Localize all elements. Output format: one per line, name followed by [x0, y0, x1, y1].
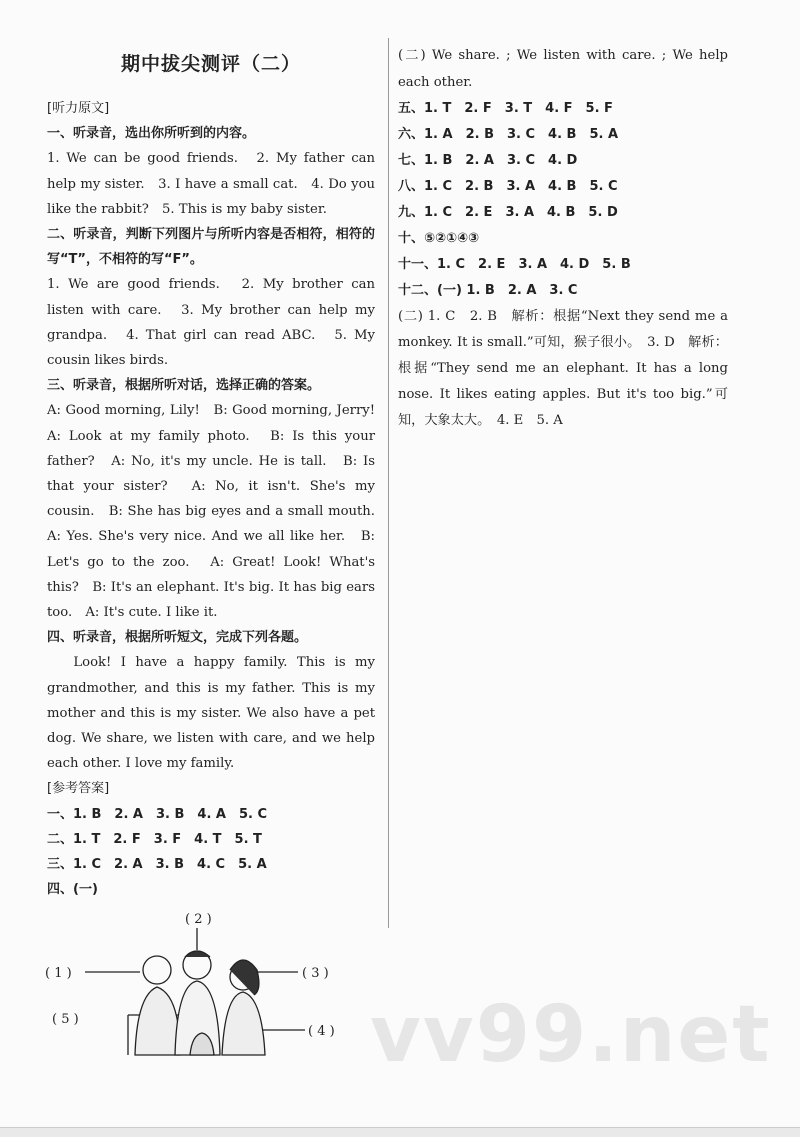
q2-heading: 二、听录音，判断下列图片与所听内容是否相符，相符的写“T”，不相符的写“F”。	[47, 227, 375, 268]
figure-label-2: ( 2 )	[185, 912, 212, 927]
answer-line: 一、1. B 2. A 3. B 4. A 5. C	[47, 806, 268, 822]
answer-line: 八、1. C 2. B 3. A 4. B 5. C	[398, 179, 618, 194]
answers-section-label: [参考答案]	[47, 781, 110, 797]
figure-label-5: ( 5 )	[52, 1012, 79, 1027]
right-column	[398, 42, 728, 434]
answer-line: (二) We share. ; We listen with care. ; We help each other.	[398, 48, 728, 90]
answer-line: 六、1. A 2. B 3. C 4. B 5. A	[398, 127, 619, 142]
answer-line: 九、1. C 2. E 3. A 4. B 5. D	[398, 205, 618, 220]
q3-heading: 三、听录音，根据所听对话，选择正确的答案。	[47, 378, 321, 394]
page-title: 期中拔尖测评（二）	[120, 53, 301, 75]
answer-explanation: (二) 1. C 2. B 解析：根据“Next they send me a monkey. It is small.”可知，猴子很小。 3. D 解析：根据“They send me an elephant. It has a long nose. It likes eating apples. But it's too big.”可知，大象太大。 4. E 5. A	[398, 309, 728, 428]
answer-line: 十二、(一) 1. B 2. A 3. C	[398, 283, 578, 298]
q3-text: A: Good morning, Lily! B: Good morning, Jerry! A: Look at my family photo. B: Is this your father? A: No, it's my uncle. He is tall. B: Is that your sister? A: No, it isn't. She's my cousin. B: She has big eyes and a small mouth. A: Yes. She's very nice. And we all like her. B: Let's go to the zoo. A: Great! Look! What's this? B: It's an elephant. It's big. It has big ears too. A: It's cute. I like it.	[47, 403, 389, 621]
figure-label-1: ( 1 )	[45, 966, 72, 981]
answer-line: 五、1. T 2. F 3. T 4. F 5. F	[398, 101, 613, 116]
watermark: vv99.net	[370, 990, 772, 1080]
q4-text: Look! I have a happy family. This is my grandmother, and this is my father. This is my mother and this is my sister. We also have a pet dog. We share, we listen with care, and we help each other. I love my family.	[47, 655, 375, 772]
answer-line: 十、⑤②①④③	[398, 231, 480, 246]
answer-line: 十一、1. C 2. E 3. A 4. D 5. B	[398, 257, 631, 272]
q1-text: 1. We can be good friends. 2. My father can help my sister. 3. I have a small cat. 4. Do you like the rabbit? 5. This is my baby sister.	[47, 151, 375, 217]
bottom-edge	[0, 1127, 800, 1137]
answer-line: 四、(一)	[47, 882, 98, 898]
listening-section-label: [听力原文]	[47, 101, 110, 116]
q4-heading: 四、听录音，根据所听短文，完成下列各题。	[47, 630, 308, 646]
answer-line: 二、1. T 2. F 3. F 4. T 5. T	[47, 831, 262, 847]
answer-line: 七、1. B 2. A 3. C 4. D	[398, 153, 578, 168]
answer-line: 三、1. C 2. A 3. B 4. C 5. A	[47, 857, 267, 873]
figure-label-4: ( 4 )	[308, 1024, 335, 1039]
column-divider	[388, 38, 389, 928]
q1-heading: 一、听录音，选出你所听到的内容。	[47, 126, 256, 142]
left-column	[47, 49, 389, 903]
figure-label-3: ( 3 )	[302, 966, 329, 981]
q2-text: 1. We are good friends. 2. My brother can listen with care. 3. My brother can help my grandpa. 4. That girl can read ABC. 5. My cousin likes birds.	[47, 277, 375, 369]
family-illustration	[40, 905, 380, 1070]
